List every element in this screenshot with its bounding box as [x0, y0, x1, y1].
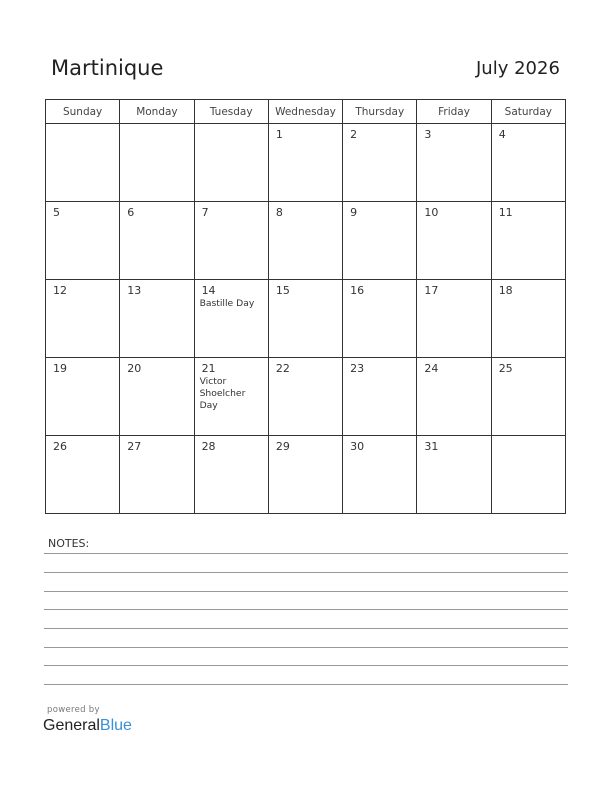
brand-blue: Blue: [99, 717, 132, 734]
calendar-day-cell: [491, 202, 565, 280]
holiday-label: Bastille Day: [199, 298, 255, 309]
notes-line: [44, 609, 568, 610]
notes-line: [44, 591, 568, 592]
day-number: 27: [127, 440, 142, 453]
day-number: [195, 124, 268, 128]
day-number: 2: [350, 128, 358, 141]
calendar-day-cell: [417, 358, 491, 436]
powered-by-text: powered by: [47, 705, 100, 715]
calendar-day-cell: [491, 124, 565, 202]
calendar-day-cell: [194, 202, 268, 280]
calendar-day-cell: [120, 124, 194, 202]
day-number: 29: [275, 440, 290, 453]
calendar-day-cell: [120, 436, 194, 514]
calendar-day-cell: [194, 280, 268, 358]
weekday-header: Thursday: [343, 100, 417, 124]
calendar-day-cell: [343, 280, 417, 358]
calendar-day-cell: [417, 202, 491, 280]
calendar-grid: [45, 99, 566, 514]
calendar-day-cell: [343, 436, 417, 514]
day-number: 19: [53, 362, 67, 375]
calendar-day-cell: [194, 124, 268, 202]
notes-line: [44, 665, 568, 666]
day-number: 22: [275, 362, 290, 375]
day-number: 26: [53, 440, 67, 453]
calendar-day-cell: [46, 358, 120, 436]
day-number: 8: [275, 206, 283, 219]
day-number: 6: [127, 206, 135, 219]
calendar-day-cell: [268, 436, 342, 514]
calendar-day-cell: [343, 358, 417, 436]
weekday-header: Saturday: [491, 100, 565, 124]
weekday-header: Sunday: [46, 100, 120, 124]
day-number: 1: [275, 128, 283, 141]
day-number: 13: [127, 284, 142, 297]
notes-line: [44, 647, 568, 648]
calendar-week-row: [46, 280, 566, 358]
day-number: 20: [127, 362, 142, 375]
calendar-day-cell: [268, 358, 342, 436]
calendar-day-cell: [417, 436, 491, 514]
day-number: 10: [424, 206, 439, 219]
day-number: 9: [350, 206, 358, 219]
day-number: 5: [53, 206, 60, 219]
calendar-day-cell: [46, 436, 120, 514]
day-number: 23: [350, 362, 365, 375]
calendar-day-cell: [46, 202, 120, 280]
calendar-day-cell: [120, 202, 194, 280]
calendar-day-cell: [46, 280, 120, 358]
day-number: 4: [498, 128, 506, 141]
day-number: 7: [201, 206, 209, 219]
calendar-day-cell: [120, 280, 194, 358]
notes-line: [44, 572, 568, 573]
calendar-day-cell: [491, 280, 565, 358]
day-number: [120, 124, 193, 128]
day-number: 30: [350, 440, 365, 453]
brand-general: General: [43, 717, 100, 734]
notes-line: [44, 684, 568, 685]
calendar-day-cell: [417, 280, 491, 358]
day-number: 24: [424, 362, 439, 375]
day-number: 28: [201, 440, 216, 453]
calendar-week-row: [46, 124, 566, 202]
calendar-day-cell: [194, 436, 268, 514]
holiday-label: Victor Shoelcher Day: [199, 376, 246, 411]
notes-label: NOTES:: [48, 537, 90, 550]
weekday-header: Tuesday: [194, 100, 268, 124]
day-number: [492, 436, 565, 440]
calendar-month-title: July 2026: [476, 58, 560, 79]
day-number: 21: [201, 362, 216, 375]
calendar-day-cell: [268, 124, 342, 202]
notes-line: [44, 553, 568, 554]
weekday-header: Monday: [120, 100, 194, 124]
calendar-day-cell: [343, 202, 417, 280]
calendar-day-cell: [46, 124, 120, 202]
calendar-day-cell: [491, 358, 565, 436]
day-number: 25: [498, 362, 513, 375]
day-number: 17: [424, 284, 439, 297]
day-number: 14: [201, 284, 216, 297]
calendar-week-row: [46, 358, 566, 436]
calendar-country-title: Martinique: [51, 56, 164, 80]
calendar-day-cell: [268, 202, 342, 280]
day-number: 11: [498, 206, 513, 219]
day-number: [46, 124, 119, 128]
day-number: 15: [275, 284, 290, 297]
calendar-week-row: [46, 436, 566, 514]
weekday-header: Friday: [417, 100, 491, 124]
day-number: 18: [498, 284, 513, 297]
calendar-week-row: [46, 202, 566, 280]
notes-line: [44, 628, 568, 629]
day-number: 31: [424, 440, 439, 453]
generalblue-logo: [43, 717, 132, 735]
calendar-day-cell: [194, 358, 268, 436]
calendar-day-cell: [491, 436, 565, 514]
calendar-day-cell: [417, 124, 491, 202]
day-number: 16: [350, 284, 365, 297]
weekday-header: Wednesday: [268, 100, 342, 124]
weekday-header-row: [46, 100, 566, 124]
day-number: 3: [424, 128, 432, 141]
day-number: 12: [53, 284, 67, 297]
calendar-day-cell: [120, 358, 194, 436]
calendar-day-cell: [268, 280, 342, 358]
calendar-day-cell: [343, 124, 417, 202]
